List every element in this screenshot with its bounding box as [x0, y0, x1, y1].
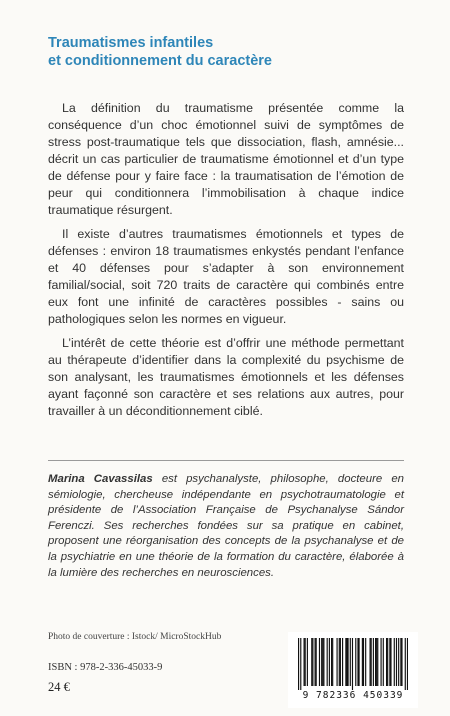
book-title — [48, 34, 272, 70]
barcode-bar — [359, 638, 360, 686]
barcode-bar — [331, 638, 332, 686]
blurb — [48, 100, 404, 427]
barcode-bar — [407, 638, 408, 690]
barcode-bar — [398, 638, 399, 686]
barcode-bar — [377, 638, 378, 686]
author-name: Marina Cavassilas — [48, 473, 153, 485]
barcode-bars — [298, 638, 408, 690]
barcode-bar — [312, 638, 313, 686]
title-line-2: et conditionnement du caractère — [48, 53, 272, 69]
title-line-1: Traumatismes infantiles — [48, 35, 214, 51]
blurb-paragraph-1: La définition du traumatisme présentée comme la conséquence d’un choc émotionnel suivi de symptômes de stress post-traumatique tels que dissociation, flash, amnésie... décrit un cas particulier de traumatisme émotionnel et d’un type de défense pour y faire face : la traumatisation de l’émotion de peur qui conditionnera l’immobilisation à chaque indice traumatique résurgent. — [48, 101, 404, 217]
author-bio-text: est psychanalyste, philosophe, docteure en sémiologie, chercheuse indépendante en psychotraumatologie et présidente de l’Association Française de Psychanalyse Sándor Ferenczi. Ses recherches fondées sur sa pratique en cabinet, proposent une réorganisation des concepts de la psychanalyse et de la psychiatrie en une théorie de la formation du caractère, élaborée à la lumière des recherches en neurosciences. — [48, 473, 404, 579]
barcode-bar — [321, 638, 322, 686]
barcode — [288, 632, 418, 708]
barcode-bar — [348, 638, 349, 686]
barcode-bar — [316, 638, 317, 686]
barcode-bar — [363, 638, 364, 686]
isbn: ISBN : 978-2-336-45033-9 — [48, 662, 163, 673]
barcode-bar — [390, 638, 391, 686]
barcode-bar — [352, 638, 353, 690]
barcode-bar — [315, 638, 316, 686]
barcode-bar — [337, 638, 338, 686]
barcode-bar — [304, 638, 305, 686]
barcode-bar — [327, 638, 328, 686]
barcode-bar — [371, 638, 372, 686]
author-bio — [48, 472, 404, 581]
barcode-bar — [405, 638, 406, 690]
barcode-bar — [345, 638, 346, 686]
barcode-bar — [350, 638, 351, 686]
barcode-bar — [340, 638, 341, 686]
blurb-paragraph-3: L’intérêt de cette théorie est d’offrir une méthode permettant au thérapeute d’identifier dans la complexité du psychisme de son analysant, les traumatismes émotionnels et les défenses ayant façonné son caractère et ses relations aux autres, pour travailler à un déconditionnement ciblé. — [48, 336, 404, 418]
barcode-bar — [387, 638, 388, 686]
barcode-bar — [370, 638, 371, 686]
photo-credit: Photo de couverture : Istock/ MicroStockHub — [48, 632, 222, 642]
barcode-bar — [381, 638, 382, 686]
barcode-bar — [305, 638, 306, 686]
barcode-bar — [365, 638, 366, 686]
barcode-bar — [355, 638, 356, 686]
barcode-bar — [373, 638, 374, 686]
barcode-bar — [375, 638, 376, 686]
barcode-bar — [300, 638, 301, 690]
barcode-bar — [339, 638, 340, 686]
price: 24 € — [48, 680, 70, 694]
barcode-bar — [346, 638, 347, 686]
barcode-bar — [400, 638, 401, 686]
barcode-bar — [323, 638, 324, 686]
barcode-bar — [319, 638, 320, 686]
barcode-bar — [322, 638, 323, 686]
barcode-bar — [307, 638, 308, 686]
barcode-bar — [329, 638, 330, 686]
barcode-bar — [401, 638, 402, 686]
barcode-bar — [332, 638, 333, 686]
barcode-bar — [386, 638, 387, 686]
barcode-bar — [298, 638, 299, 690]
divider — [48, 460, 404, 461]
blurb-paragraph-2: Il existe d’autres traumatismes émotionnels et types de défenses : environ 18 traumatismes enkystés pendant l’enfance et 40 défenses pour s’adapter à son environnement familial/social, soit 720 traits de caractère qui combinés entre eux font une infinité de caractères possibles - sains ou pathologiques selon les normes en vigueur. — [48, 227, 404, 326]
barcode-number: 9 782336 450339 — [302, 690, 404, 701]
barcode-bar — [389, 638, 390, 686]
barcode-bar — [342, 638, 343, 686]
barcode-bar — [396, 638, 397, 686]
barcode-bar — [362, 638, 363, 686]
barcode-bar — [311, 638, 312, 686]
barcode-bar — [376, 638, 377, 686]
barcode-bar — [383, 638, 384, 686]
barcode-bar — [357, 638, 358, 686]
barcode-bar — [394, 638, 395, 686]
